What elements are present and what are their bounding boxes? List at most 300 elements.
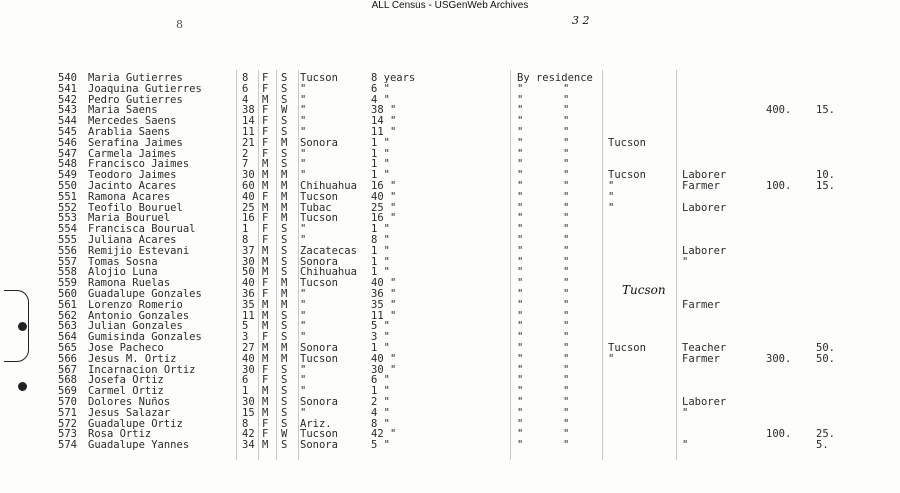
personal-value: 25. [816, 428, 835, 441]
residence-cell: 1 " [371, 342, 390, 354]
sex-cell: F [262, 288, 269, 300]
residence-note-cell: " [517, 180, 524, 192]
occupation-cell: Farmer [682, 180, 720, 192]
line-number: 559 [58, 277, 77, 290]
residence-note-cell: " [517, 136, 524, 149]
person-name: Antonio Gonzales [88, 309, 190, 322]
age-cell: 3 [242, 331, 249, 344]
age-cell: 40 [242, 190, 255, 203]
residence-note-cell: " [563, 147, 570, 160]
marital-cell: S [281, 406, 288, 419]
line-number: 552 [58, 201, 77, 214]
residence-cell: 16 " [371, 180, 397, 192]
age-cell: 35 [242, 298, 255, 311]
archive-header: ALL Census - USGenWeb Archives [371, 0, 529, 11]
person-name: Ramona Acares [88, 190, 171, 203]
person-name: Juliana Acares [88, 234, 177, 246]
residence-note-cell: " [563, 169, 570, 182]
age-cell: 34 [242, 439, 255, 452]
residence-cell: 30 " [371, 363, 397, 376]
residence-note-cell: " [563, 266, 570, 279]
age-cell: 4 [242, 93, 249, 106]
marital-cell: S [281, 320, 288, 333]
sex-cell: F [262, 115, 269, 128]
line-number: 566 [58, 352, 77, 365]
occupation-cell: Laborer [682, 169, 727, 182]
person-name: Teofilo Bouruel [88, 201, 183, 214]
person-name: Teodoro Jaimes [88, 169, 177, 182]
personal-value: 50. [816, 352, 835, 365]
sex-cell: M [262, 309, 269, 322]
person-name: Jesus Salazar [88, 406, 171, 419]
marital-cell: M [281, 201, 288, 214]
residence-note-cell: " [563, 396, 570, 408]
line-number: 570 [58, 396, 77, 408]
marital-cell: M [281, 342, 288, 354]
marital-cell: S [281, 266, 288, 279]
line-number: 569 [58, 385, 77, 398]
place-cell: " [608, 352, 615, 365]
age-cell: 36 [242, 288, 255, 300]
residence-note-cell: " [517, 396, 524, 408]
birthplace-cell: " [300, 374, 307, 387]
sex-cell: M [262, 342, 269, 354]
place-cell: " [608, 180, 615, 192]
residence-note-cell: " [563, 331, 570, 344]
sex-cell: M [262, 320, 269, 333]
person-name: Lorenzo Romerio [88, 298, 183, 311]
residence-note-cell: " [563, 406, 570, 419]
birthplace-cell: Chihuahua [300, 266, 357, 279]
residence-note-cell: " [517, 277, 524, 290]
personal-value: 15. [816, 104, 835, 117]
sex-cell: F [262, 147, 269, 160]
birthplace-cell: " [300, 115, 307, 128]
person-name: Arablia Saens [88, 126, 171, 138]
birthplace-cell: " [300, 288, 307, 300]
occupation-cell: Farmer [682, 298, 720, 311]
residence-note-cell: " [517, 266, 524, 279]
person-name: Guadalupe Ortiz [88, 417, 183, 430]
personal-value: 50. [816, 342, 835, 354]
residence-note-cell: By residence [517, 72, 593, 84]
person-name: Tomas Sosna [88, 255, 158, 268]
age-cell: 1 [242, 385, 249, 398]
sex-cell: M [262, 169, 269, 182]
marital-cell: S [281, 82, 288, 95]
age-cell: 11 [242, 126, 255, 138]
sex-cell: F [262, 190, 269, 203]
person-name: Serafina Jaimes [88, 136, 183, 149]
birthplace-cell: " [300, 298, 307, 311]
person-name: Jacinto Acares [88, 180, 177, 192]
residence-note-cell: " [517, 201, 524, 214]
line-number: 548 [58, 158, 77, 171]
residence-note-cell: " [517, 439, 524, 452]
sex-cell: M [262, 244, 269, 257]
birthplace-cell: Tucson [300, 212, 338, 225]
line-number: 556 [58, 244, 77, 257]
birthplace-cell: " [300, 309, 307, 322]
residence-note-cell: " [517, 93, 524, 106]
birthplace-cell: " [300, 223, 307, 236]
marital-cell: M [281, 288, 288, 300]
residence-cell: 2 " [371, 396, 390, 408]
residence-cell: 11 " [371, 126, 397, 138]
residence-note-cell: " [563, 255, 570, 268]
person-name: Josefa Ortiz [88, 374, 164, 387]
residence-note-cell: " [517, 126, 524, 138]
birthplace-cell: Sonora [300, 396, 338, 408]
marital-cell: S [281, 244, 288, 257]
line-number: 547 [58, 147, 77, 160]
residence-cell: 14 " [371, 115, 397, 128]
line-number: 550 [58, 180, 77, 192]
line-number: 555 [58, 234, 77, 246]
line-number: 545 [58, 126, 77, 138]
sex-cell: F [262, 72, 269, 84]
sex-cell: F [262, 374, 269, 387]
residence-note-cell: " [563, 277, 570, 290]
residence-cell: 5 " [371, 320, 390, 333]
person-name: Rosa Ortiz [88, 428, 152, 441]
person-name: Francisco Jaimes [88, 158, 190, 171]
page-mark-right: 3 2 [572, 14, 590, 27]
sex-cell: F [262, 363, 269, 376]
marital-cell: S [281, 126, 288, 138]
place-cell: Tucson [608, 136, 646, 149]
residence-note-cell: " [563, 82, 570, 95]
occupation-cell: Laborer [682, 244, 727, 257]
marital-cell: S [281, 72, 288, 84]
birthplace-cell: Tucson [300, 190, 338, 203]
residence-note-cell: " [517, 82, 524, 95]
birthplace-cell: " [300, 104, 307, 117]
residence-note-cell: " [563, 417, 570, 430]
residence-note-cell: " [563, 320, 570, 333]
sex-cell: M [262, 201, 269, 214]
occupation-cell: Laborer [682, 396, 727, 408]
line-number: 571 [58, 406, 77, 419]
age-cell: 16 [242, 212, 255, 225]
residence-note-cell: " [517, 298, 524, 311]
residence-note-cell: " [563, 352, 570, 365]
residence-cell: 4 " [371, 93, 390, 106]
sex-cell: F [262, 277, 269, 290]
marital-cell: S [281, 396, 288, 408]
birthplace-cell: Ariz. [300, 417, 332, 430]
age-cell: 30 [242, 363, 255, 376]
residence-cell: 1 " [371, 136, 390, 149]
occupation-cell: Laborer [682, 201, 727, 214]
residence-note-cell: " [517, 169, 524, 182]
birthplace-cell: Tucson [300, 428, 338, 441]
person-name: Jose Pacheco [88, 342, 164, 354]
age-cell: 42 [242, 428, 255, 441]
page-mark-left: 8 [176, 18, 183, 31]
residence-note-cell: " [517, 352, 524, 365]
personal-value: 10. [816, 169, 835, 182]
table-row [0, 440, 900, 451]
residence-cell: 1 " [371, 255, 390, 268]
residence-note-cell: " [517, 115, 524, 128]
marital-cell: S [281, 93, 288, 106]
residence-cell: 5 " [371, 439, 390, 452]
person-name: Carmel Ortiz [88, 385, 164, 398]
birthplace-cell: Chihuahua [300, 180, 357, 192]
sex-cell: F [262, 223, 269, 236]
sex-cell: F [262, 126, 269, 138]
occupation-cell: Teacher [682, 342, 727, 354]
birthplace-cell: " [300, 363, 307, 376]
birthplace-cell: " [300, 82, 307, 95]
person-name: Carmela Jaimes [88, 147, 177, 160]
birthplace-cell: Sonora [300, 255, 338, 268]
line-number: 558 [58, 266, 77, 279]
person-name: Maria Bouruel [88, 212, 171, 225]
birthplace-cell: " [300, 147, 307, 160]
residence-cell: 4 " [371, 406, 390, 419]
line-number: 541 [58, 82, 77, 95]
place-cell: " [608, 190, 615, 203]
birthplace-cell: " [300, 331, 307, 344]
age-cell: 8 [242, 417, 249, 430]
age-cell: 15 [242, 406, 255, 419]
residence-note-cell: " [517, 406, 524, 419]
residence-note-cell: " [517, 428, 524, 441]
line-number: 562 [58, 309, 77, 322]
residence-note-cell: " [563, 115, 570, 128]
person-name: Guadalupe Gonzales [88, 288, 202, 300]
residence-note-cell: " [563, 201, 570, 214]
sex-cell: M [262, 266, 269, 279]
person-name: Guadalupe Yannes [88, 439, 190, 452]
line-number: 557 [58, 255, 77, 268]
residence-note-cell: " [517, 331, 524, 344]
age-cell: 21 [242, 136, 255, 149]
line-number: 568 [58, 374, 77, 387]
person-name: Remijio Estevani [88, 244, 190, 257]
marital-cell: M [281, 298, 288, 311]
residence-cell: 1 " [371, 266, 390, 279]
age-cell: 5 [242, 320, 249, 333]
marital-cell: S [281, 234, 288, 246]
person-name: Ramona Ruelas [88, 277, 171, 290]
handwritten-note: Tucson [622, 283, 666, 297]
occupation-cell: Farmer [682, 352, 720, 365]
occupation-cell: " [682, 255, 689, 268]
sex-cell: M [262, 352, 269, 365]
age-cell: 40 [242, 277, 255, 290]
residence-cell: 6 " [371, 82, 390, 95]
sex-cell: M [262, 385, 269, 398]
person-name: Joaquina Gutierres [88, 82, 202, 95]
line-number: 546 [58, 136, 77, 149]
age-cell: 30 [242, 255, 255, 268]
birthplace-cell: Tucson [300, 352, 338, 365]
age-cell: 60 [242, 180, 255, 192]
age-cell: 8 [242, 234, 249, 246]
birthplace-cell: " [300, 385, 307, 398]
residence-cell: 3 " [371, 331, 390, 344]
line-number: 544 [58, 115, 77, 128]
residence-note-cell: " [563, 126, 570, 138]
residence-cell: 1 " [371, 147, 390, 160]
real-estate-value: 300. [766, 352, 792, 365]
sex-cell: F [262, 417, 269, 430]
sex-cell: M [262, 255, 269, 268]
sex-cell: F [262, 212, 269, 225]
residence-cell: 1 " [371, 158, 390, 171]
line-number: 572 [58, 417, 77, 430]
marital-cell: S [281, 331, 288, 344]
sex-cell: F [262, 104, 269, 117]
age-cell: 27 [242, 342, 255, 354]
age-cell: 8 [242, 72, 249, 84]
person-name: Maria Saens [88, 104, 158, 117]
residence-note-cell: " [563, 309, 570, 322]
residence-note-cell: " [517, 320, 524, 333]
age-cell: 14 [242, 115, 255, 128]
residence-note-cell: " [517, 417, 524, 430]
age-cell: 11 [242, 309, 255, 322]
residence-note-cell: " [517, 374, 524, 387]
personal-value: 5. [816, 439, 829, 452]
sex-cell: M [262, 396, 269, 408]
marital-cell: S [281, 417, 288, 430]
age-cell: 25 [242, 201, 255, 214]
marital-cell: W [281, 104, 288, 117]
birthplace-cell: " [300, 406, 307, 419]
line-number: 563 [58, 320, 77, 333]
marital-cell: S [281, 158, 288, 171]
line-number: 543 [58, 104, 77, 117]
line-number: 574 [58, 439, 77, 452]
person-name: Francisca Bourual [88, 223, 196, 236]
residence-cell: 35 " [371, 298, 397, 311]
birthplace-cell: Zacatecas [300, 244, 357, 257]
person-name: Alojio Luna [88, 266, 158, 279]
residence-note-cell: " [517, 309, 524, 322]
sex-cell: M [262, 180, 269, 192]
residence-note-cell: " [563, 158, 570, 171]
residence-cell: 8 " [371, 417, 390, 430]
residence-note-cell: " [563, 136, 570, 149]
residence-note-cell: " [517, 244, 524, 257]
line-number: 549 [58, 169, 77, 182]
line-number: 573 [58, 428, 77, 441]
person-name: Incarnacion Ortiz [88, 363, 196, 376]
age-cell: 6 [242, 374, 249, 387]
residence-note-cell: " [517, 385, 524, 398]
residence-note-cell: " [563, 212, 570, 225]
residence-cell: 8 years [371, 72, 416, 84]
residence-note-cell: " [517, 342, 524, 354]
marital-cell: S [281, 439, 288, 452]
sex-cell: F [262, 234, 269, 246]
marital-cell: M [281, 169, 288, 182]
place-cell: Tucson [608, 169, 646, 182]
marital-cell: M [281, 190, 288, 203]
marital-cell: S [281, 147, 288, 160]
occupation-cell: " [682, 439, 689, 452]
age-cell: 37 [242, 244, 255, 257]
marital-cell: M [281, 352, 288, 365]
real-estate-value: 100. [766, 180, 792, 192]
residence-note-cell: " [563, 298, 570, 311]
real-estate-value: 100. [766, 428, 792, 441]
birthplace-cell: Sonora [300, 439, 338, 452]
residence-cell: 6 " [371, 374, 390, 387]
marital-cell: M [281, 277, 288, 290]
line-number: 542 [58, 93, 77, 106]
marital-cell: M [281, 136, 288, 149]
residence-cell: 1 " [371, 223, 390, 236]
sex-cell: F [262, 428, 269, 441]
residence-note-cell: " [563, 288, 570, 300]
residence-cell: 38 " [371, 104, 397, 117]
birthplace-cell: " [300, 93, 307, 106]
person-name: Pedro Gutierres [88, 93, 183, 106]
marital-cell: S [281, 309, 288, 322]
marital-cell: S [281, 385, 288, 398]
age-cell: 1 [242, 223, 249, 236]
residence-cell: 8 " [371, 234, 390, 246]
sex-cell: M [262, 439, 269, 452]
occupation-cell: " [682, 406, 689, 419]
birthplace-cell: " [300, 126, 307, 138]
person-name: Mercedes Saens [88, 115, 177, 128]
residence-note-cell: " [563, 342, 570, 354]
birthplace-cell: " [300, 169, 307, 182]
residence-note-cell: " [517, 223, 524, 236]
birthplace-cell: " [300, 158, 307, 171]
age-cell: 30 [242, 396, 255, 408]
residence-note-cell: " [563, 223, 570, 236]
marital-cell: M [281, 180, 288, 192]
residence-note-cell: " [563, 244, 570, 257]
residence-note-cell: " [517, 190, 524, 203]
residence-note-cell: " [563, 385, 570, 398]
residence-note-cell: " [563, 439, 570, 452]
residence-note-cell: " [517, 363, 524, 376]
age-cell: 50 [242, 266, 255, 279]
residence-note-cell: " [563, 363, 570, 376]
line-number: 554 [58, 223, 77, 236]
real-estate-value: 400. [766, 104, 792, 117]
birthplace-cell: Tubac [300, 201, 332, 214]
line-number: 561 [58, 298, 77, 311]
line-number: 565 [58, 342, 77, 354]
person-name: Julian Gonzales [88, 320, 183, 333]
residence-note-cell: " [563, 428, 570, 441]
residence-note-cell: " [563, 374, 570, 387]
age-cell: 7 [242, 158, 249, 171]
residence-note-cell: " [517, 212, 524, 225]
residence-cell: 1 " [371, 244, 390, 257]
marital-cell: M [281, 212, 288, 225]
marital-cell: S [281, 223, 288, 236]
birthplace-cell: " [300, 234, 307, 246]
residence-cell: 1 " [371, 385, 390, 398]
residence-note-cell: " [563, 234, 570, 246]
line-number: 540 [58, 72, 77, 84]
birthplace-cell: Sonora [300, 342, 338, 354]
age-cell: 38 [242, 104, 255, 117]
sex-cell: M [262, 406, 269, 419]
residence-cell: 25 " [371, 201, 397, 214]
sex-cell: M [262, 158, 269, 171]
